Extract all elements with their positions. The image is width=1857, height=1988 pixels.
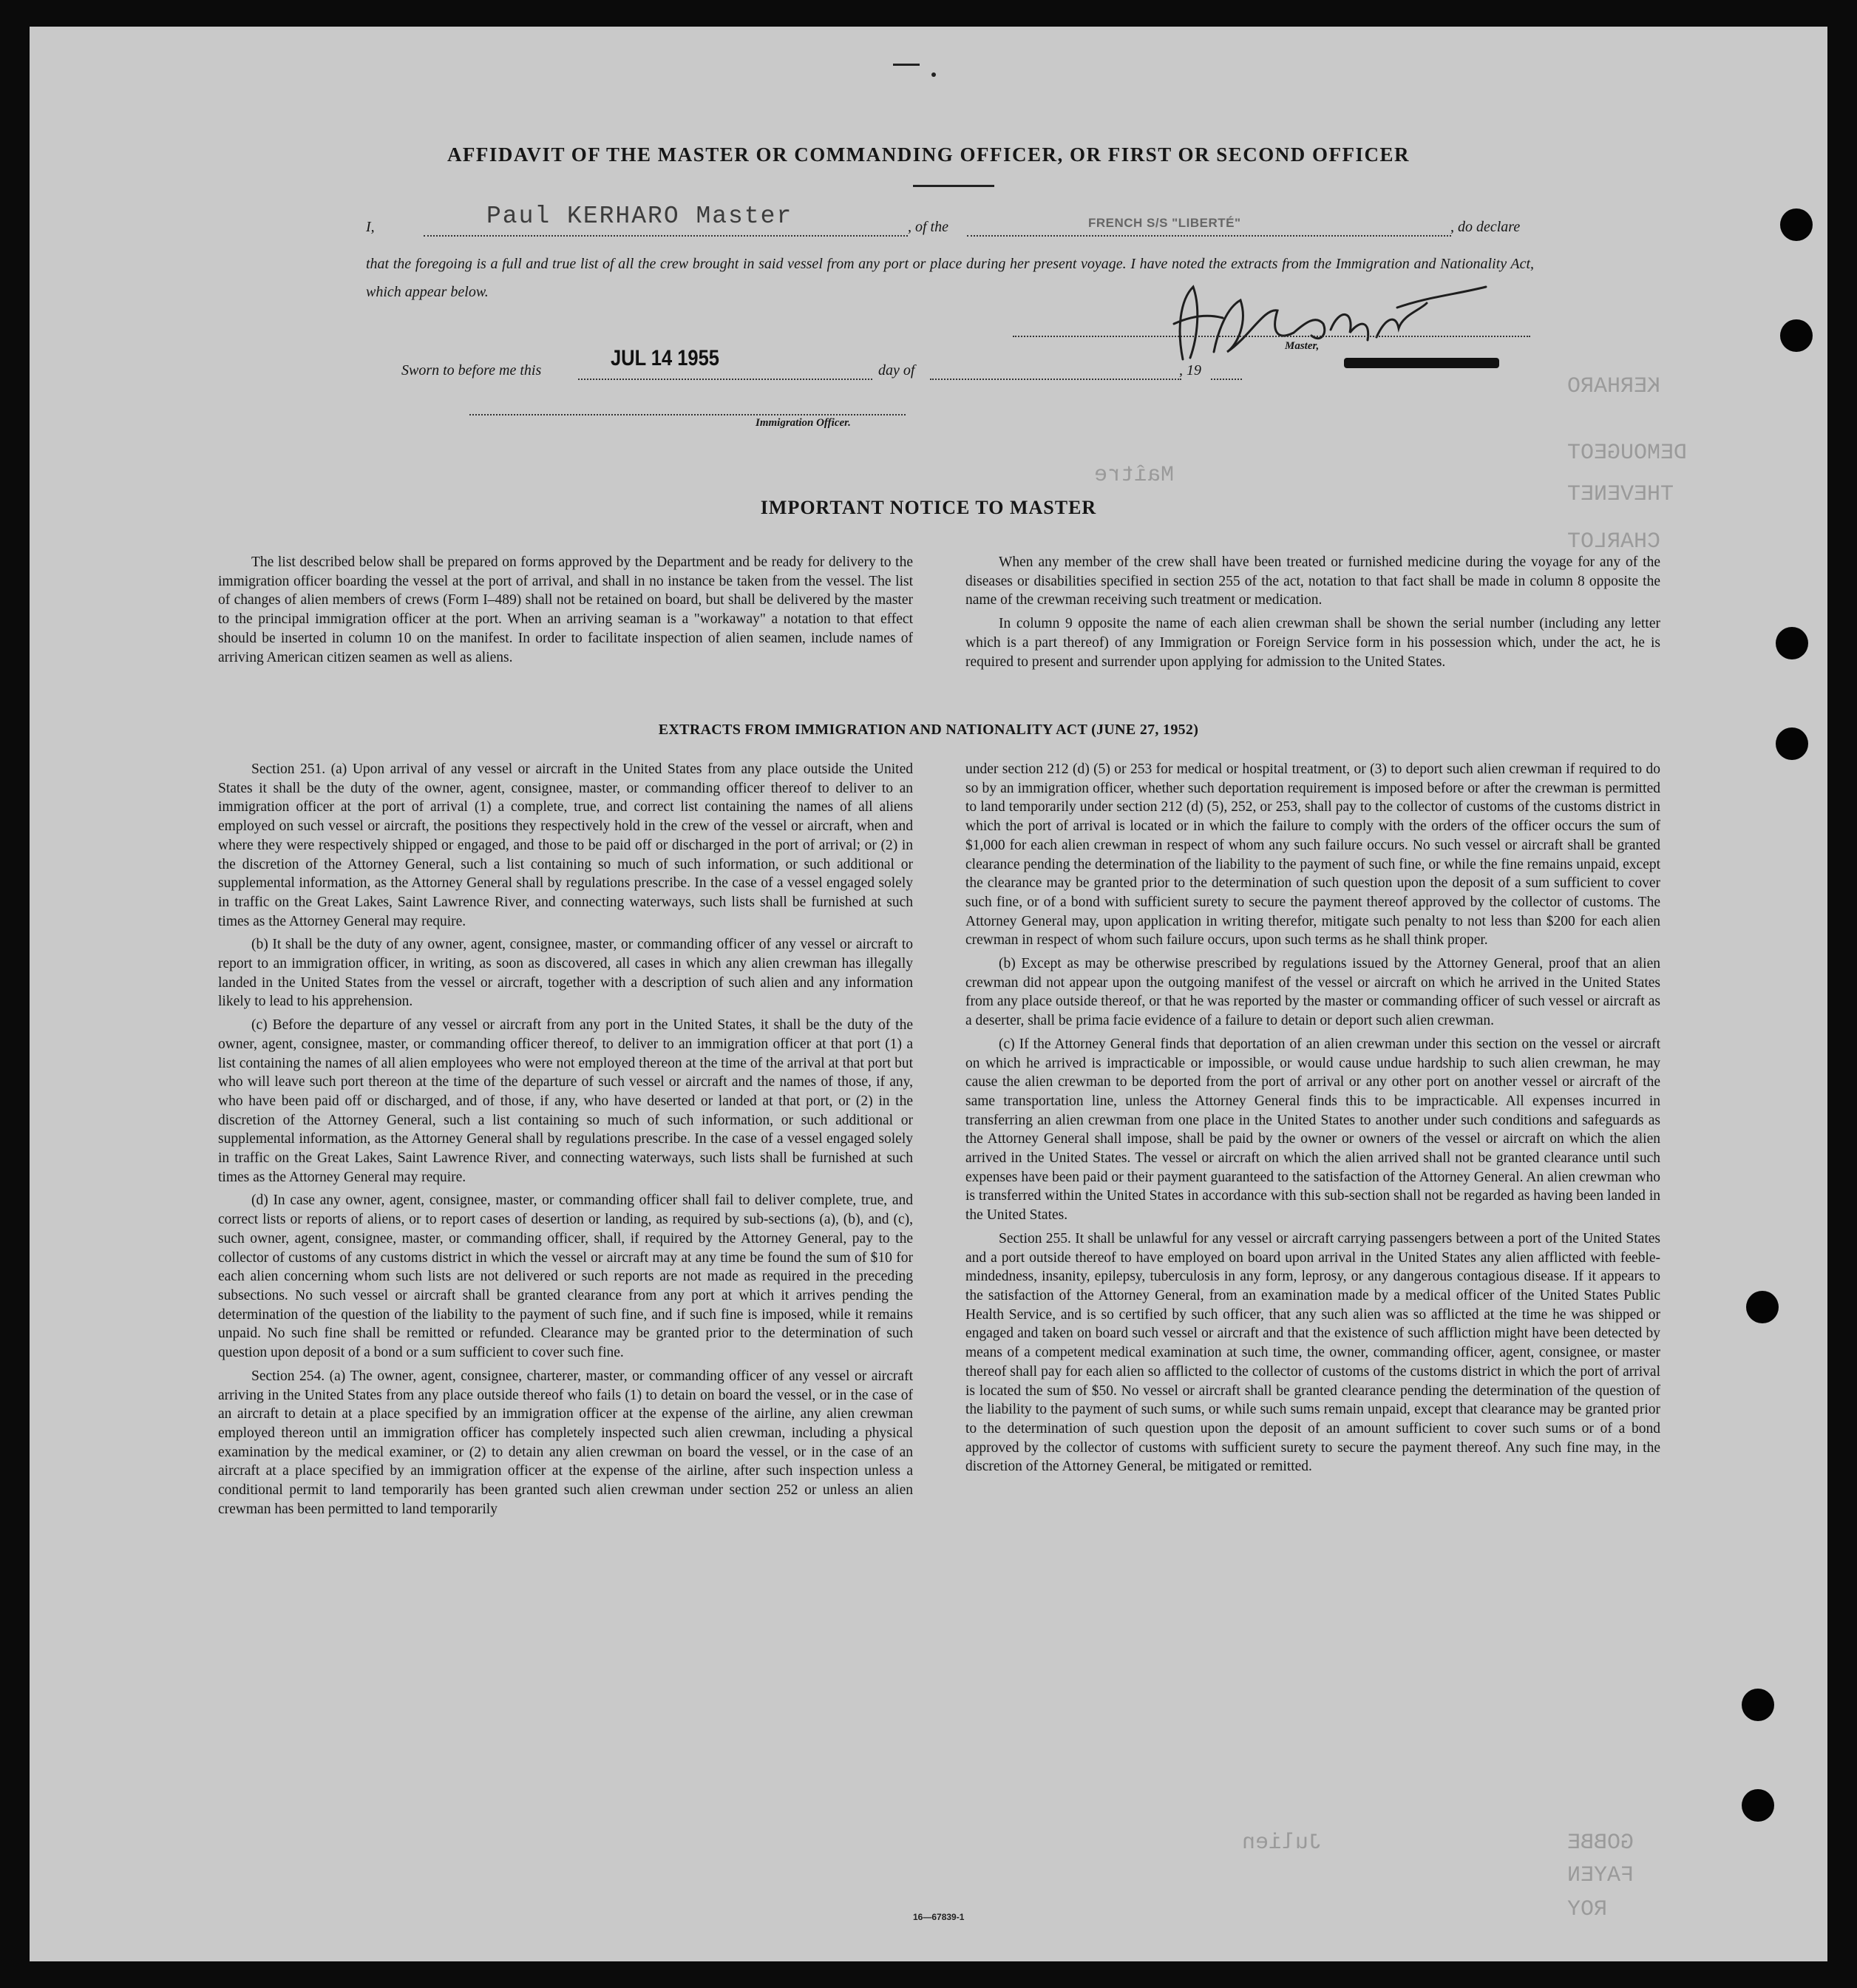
- declarant-name: Paul KERHARO Master: [486, 203, 793, 230]
- punch-hole: [1776, 627, 1808, 659]
- form-code: 16—67839-1: [913, 1912, 965, 1922]
- notice-right-column: [965, 553, 1660, 676]
- master-signature: [1146, 278, 1501, 367]
- notice-title: IMPORTANT NOTICE TO MASTER: [760, 497, 1097, 518]
- section-paragraph: under section 212 (d) (5) or 253 for medical or hospital treatment, or (3) to deport such alien crewman if required to do so by an immigration officer, whether such deportation requirement is imposed before or after the crewman is permitted to land temporarily under section 212 (d) (5), 252, or 253, shall pay to the collector of customs of the customs district in which the port of arrival is located or in which the failure to comply with the orders of the officer occurs the sum of $1,000 for each alien crewman in respect of whom any such failure occurs. No such vessel or aircraft shall be granted clearance pending the determination of the liability to the payment of such fine, or while the fine remains unpaid, except the clearance may be granted prior to the determination of such question upon the deposit of a sum sufficient to cover such fine, or of a bond with sufficient surety to secure the payment thereof approved by the collector of customs. The Attorney General may, upon application in writing therefor, mitigate such penalty to not less than $200 for each alien crewman in respect of whom such failure occurs, upon such terms as he shall think proper.: [965, 761, 1660, 949]
- punch-hole: [1742, 1689, 1774, 1721]
- notice-paragraph: When any member of the crew shall have been treated or furnished medicine during the voyage for any of the diseases or disabilities specified in section 255 of the act, notation to that fact shall be made in column 8 opposite the name of the crewman receiving such treatment or medication.: [965, 554, 1660, 608]
- punch-hole: [1746, 1291, 1779, 1323]
- vessel-field: [967, 235, 1451, 237]
- certification-text: that the foregoing is a full and true list of all the crew brought in said vessel from any port or place during her present voyage. I have noted the extracts from the Immigration and Nationality Act, which appear below.: [366, 256, 1534, 300]
- section-paragraph: (d) In case any owner, agent, consignee, master, or commanding officer shall fail to deliver complete, true, and correct lists or reports of aliens, or to report cases of desertion or landing, as required by sub-sections (a), (b), and (c), such owner, agent, consignee, master, or commanding officer, shall, if required by the Attorney General, pay to the collector of customs of any customs district in which the vessel or aircraft may at any time be found the sum of $10 for each alien concerning whom such lists are not delivered or such reports are not made as required in the preceding subsections. No such vessel or aircraft shall be granted clearance from any port at which it arrives pending the determination of the question of the liability to the payment of such fine, and if such fine is imposed, while it remains unpaid. No such fine shall be remitted or refunded. Clearance may be granted prior to the determination of such question upon deposit of a bond or a sum sufficient to cover such fine.: [218, 1193, 913, 1361]
- speck: [893, 64, 920, 66]
- bleed-through-text: ROY: [1567, 1897, 1608, 1922]
- bleed-through-text: KERHARO: [1567, 374, 1661, 399]
- immigration-officer-label: Immigration Officer.: [756, 417, 851, 429]
- bleed-through-text: Julien: [1242, 1831, 1323, 1856]
- speck: [931, 72, 936, 77]
- extracts-title: EXTRACTS FROM IMMIGRATION AND NATIONALITY ACT (JUNE 27, 1952): [658, 722, 1199, 738]
- punch-hole: [1742, 1789, 1774, 1822]
- bleed-through-text: CHARLOT: [1567, 529, 1661, 554]
- of-the-label: , of the: [908, 219, 948, 235]
- bleed-through-text: Maître: [1094, 463, 1175, 488]
- immigration-officer-line: [469, 414, 906, 415]
- section-paragraph: Section 254. (a) The owner, agent, consignee, charterer, master, or commanding officer of any vessel or aircraft arriving in the United States from any place outside thereof who fails (1) to detain on board the vessel, or in the case of an aircraft to detain at a place specified by an immigration officer at the expense of the airline, any alien crewman employed thereon until an immigration officer has completely inspected such alien crewman, including a physical examination by the medical examiner, or (2) to detain any alien crewman on board the vessel, or in the case of an aircraft at a place specified by an immigration officer at the expense of the airline, after such inspection unless a conditional permit to land temporarily has been granted such alien crewman under section 252 or unless an alien crewman has been permitted to land temporarily: [218, 1368, 913, 1517]
- sworn-date-field: [578, 379, 872, 380]
- title-rule: [913, 185, 994, 187]
- vessel-name: FRENCH S/S "LIBERTÉ": [1088, 216, 1241, 230]
- section-paragraph: (b) Except as may be otherwise prescribed by regulations issued by the Attorney General, proof that an alien crewman did not appear upon the outgoing manifest of the vessel or aircraft on which he arrived in the United States from any place outside thereof, or that he was reported by the master or commanding officer of such vessel or aircraft as a deserter, shall be prima facie evidence of a failure to detain or deport such alien crewman.: [965, 956, 1660, 1029]
- bleed-through-text: GOBBE: [1567, 1831, 1634, 1856]
- bleed-through-text: THEVENET: [1567, 482, 1674, 507]
- notice-paragraph: In column 9 opposite the name of each alien crewman shall be shown the serial number (including any letter which is a part thereof) of any Immigration or Foreign Service form in his possession which, under the act, he is required to present and surrender upon applying for admission to the United States.: [965, 616, 1660, 670]
- bleed-through-text: FAYEN: [1567, 1863, 1634, 1888]
- section-paragraph: (c) Before the departure of any vessel or aircraft from any port in the United States, it shall be the duty of the owner, agent, consignee, master, or commanding officer thereof, to deliver to an immigration officer at that port (1) a list containing the names of all alien employees who were not employed thereon at the time of the arrival at that port but who will leave such port thereon at the time of the departure of such vessel or aircraft and the names of those, if any, who have been paid off or discharged, and of those, if any, who have deserted or landed at that port, or (2) in the discretion of the Attorney General, such a list containing so much of such information, or such additional or supplemental information, as the Attorney General shall by regulations prescribe. In the case of a vessel engaged solely in traffic on the Great Lakes, Saint Lawrence River, and connecting waterways, such lists shall be furnished at such times as the Attorney General may require.: [218, 1017, 913, 1185]
- section-paragraph: Section 255. It shall be unlawful for any vessel or aircraft carrying passengers between a port of the United States and a port outside thereof to have employed on board upon arrival in the United States any alien afflicted with feeble-mindedness, insanity, epilepsy, tuberculosis in any form, leprosy, or any dangerous contagious disease. If it appears to the satisfaction of the Attorney General, from an examination made by a medical officer of the United States Public Health Service, and is so certified by such officer, that any such alien was so afflicted at the time he was shipped or engaged and taken on board such vessel or aircraft and that the existence of such affliction might have been detected by means of a competent medical examination at such time, the owner, commanding officer, agent, consignee, or master thereof shall pay for each alien so afflicted to the collector of customs of the customs district in which the port of arrival is located the sum of $50. No vessel or aircraft shall be granted clearance pending the determination of the question of the liability to the payment of such sums, or while such sums remain unpaid, except that clearance may be granted prior to the determination of such question upon the deposit of an amount sufficient to cover such sums or of a bond approved by the collector of customs with sufficient surety to secure the payment thereof. Any such fine may, in the discretion of the Attorney General, be mitigated or remitted.: [965, 1230, 1660, 1475]
- section-paragraph: Section 251. (a) Upon arrival of any vessel or aircraft in the United States from any place outside the United States it shall be the duty of the owner, agent, consignee, master, or commanding officer thereof to deliver to an immigration officer at the port of arrival (1) a complete, true, and correct list containing the names of all aliens employed on such vessel or aircraft, the positions they respectively hold in the crew of the vessel or aircraft, when and where they were respectively shipped or engaged, and those to be paid off or discharged in the port of arrival; or (2) in the discretion of the Attorney General, such a list containing so much of such information, or such additional or supplemental information, as the Attorney General shall by regulations prescribe. In the case of a vessel engaged solely in traffic on the Great Lakes, Saint Lawrence River, and connecting waterways, such lists shall be furnished at such times as the Attorney General may require.: [218, 761, 913, 929]
- year-field: [1211, 379, 1242, 380]
- redaction-mark: [1344, 358, 1499, 368]
- master-signature-line: [1013, 336, 1530, 337]
- section-paragraph: (c) If the Attorney General finds that deportation of an alien crewman under this section on the vessel or aircraft on which he arrived is impracticable or impossible, or would cause undue hardship to such alien crewman, he may cause the alien crewman to be deported from the port of arrival or any other port on another vessel or aircraft of the same transportation line, unless the Attorney General finds this to be impracticable. All expenses incurred in transferring an alien crewman from one place in the United States to another under such conditions and safeguards as the Attorney General shall impose, shall be paid by the owner or owners of the vessel or aircraft on which the alien arrived in the United States. The vessel or aircraft on which the alien arrived shall not be granted clearance until such expenses have been paid or their payment guaranteed to the satisfaction of the Attorney General. An alien crewman who is transferred within the United States in accordance with this sub-section shall not be regarded as having been landed in the United States.: [965, 1036, 1660, 1224]
- year-prefix: , 19: [1179, 362, 1201, 379]
- extracts-right-column: [965, 760, 1660, 1481]
- sworn-date-stamp: JUL 14 1955: [611, 346, 719, 370]
- master-label: Master,: [1285, 340, 1320, 352]
- declarant-prefix: I,: [366, 219, 375, 235]
- section-paragraph: (b) It shall be the duty of any owner, agent, consignee, master, or commanding officer of any vessel or aircraft to report to an immigration officer, in writing, as soon as discovered, all cases in which any alien crewman has illegally landed in the United States from the vessel or aircraft, together with a description of such alien and any information likely to lead to his apprehension.: [218, 937, 913, 1010]
- notice-left-column: [218, 553, 913, 671]
- bleed-through-text: DEMOUGEOT: [1567, 441, 1688, 466]
- day-of-label: day of: [878, 362, 915, 379]
- declarant-name-field: [424, 235, 908, 237]
- punch-hole: [1780, 319, 1813, 352]
- affidavit-title: AFFIDAVIT OF THE MASTER OR COMMANDING OFFICER, OR FIRST OR SECOND OFFICER: [447, 143, 1410, 166]
- punch-hole: [1780, 208, 1813, 241]
- extracts-left-column: [218, 760, 913, 1523]
- sworn-prefix: Sworn to before me this: [401, 362, 542, 379]
- notice-paragraph: The list described below shall be prepared on forms approved by the Department and be ready for delivery to the immigration officer boarding the vessel at the port of arrival, and shall in no instance be taken from the vessel. The list of changes of alien members of crews (Form I–489) shall not be retained on board, but shall be delivered by the master to the principal immigration officer at the port. When an arriving seaman is a "workaway" a notation to that effect should be inserted in column 10 on the manifest. In order to facilitate inspection of alien seamen, include names of arriving American citizen seamen as well as aliens.: [218, 554, 913, 665]
- do-declare-label: , do declare: [1450, 219, 1521, 235]
- day-of-field: [930, 379, 1181, 380]
- document-page: [30, 27, 1827, 1961]
